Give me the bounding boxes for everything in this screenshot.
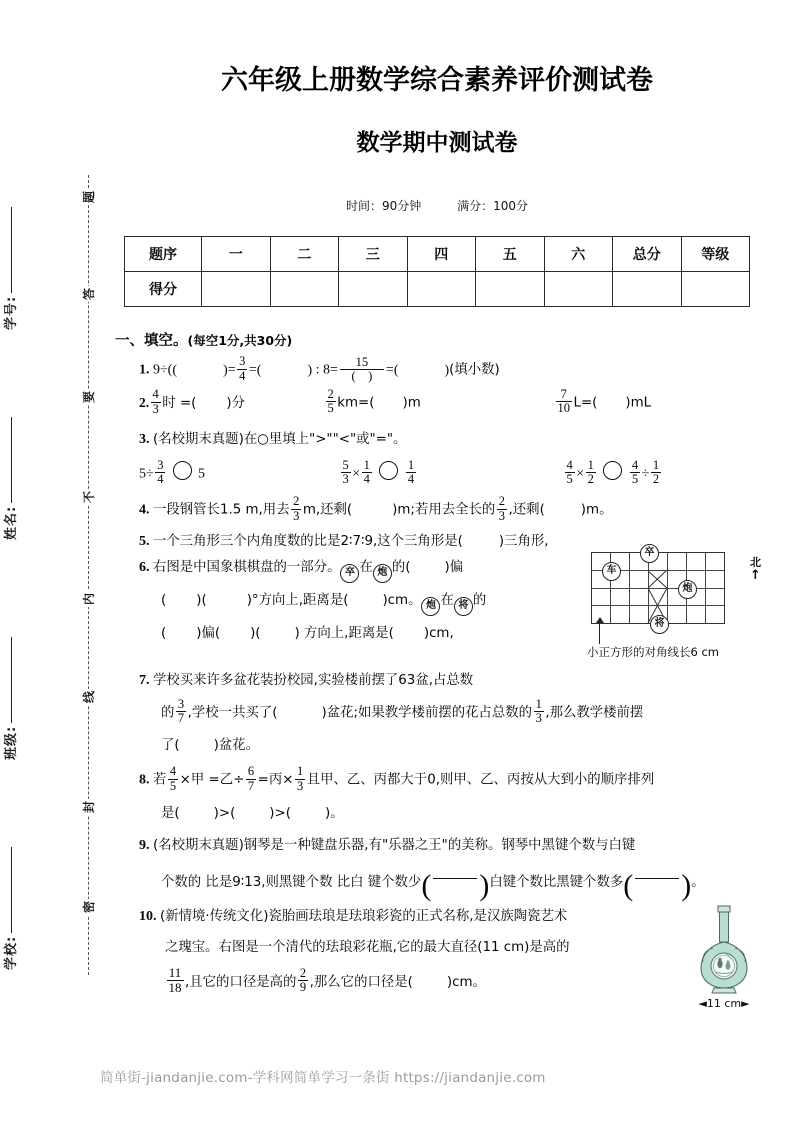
question-7-number: 7. <box>139 672 150 688</box>
margin-rule <box>11 847 12 933</box>
chess-diagram-caption: 小正方形的对角线长6 cm <box>587 644 719 659</box>
q3e1-left: 5÷ <box>139 466 154 481</box>
q9-line-1-text: (名校期末真题)钢琴是一种键盘乐器,有"乐器之王"的美称。钢琴中黑键个数与白键 <box>153 837 636 853</box>
score-cell[interactable] <box>681 272 750 307</box>
question-5-text: 一个三角形三个内角度数的比是2∶7∶9,这个三角形是( <box>153 533 463 549</box>
q7-l3-a: 了( <box>161 738 180 753</box>
numerator: 4 <box>631 457 639 472</box>
section-label: 一、填空。 <box>115 333 188 349</box>
table-row-score <box>125 272 750 307</box>
q2b-unit: km=( <box>337 395 375 410</box>
q8-b: ×甲 =乙÷ <box>179 772 245 788</box>
score-col-grade: 等级 <box>681 237 750 272</box>
q2a-unit: 时 =( <box>162 395 197 411</box>
table-row-header <box>125 237 750 272</box>
fraction-2-over-5 <box>326 388 336 416</box>
q6-l2-a: ( <box>161 592 167 608</box>
question-6-number: 6. <box>139 559 150 575</box>
denominator: 7 <box>247 778 255 793</box>
q3e1-right: 5 <box>197 466 205 481</box>
denominator: 2 <box>587 472 594 486</box>
exam-paper-body <box>113 0 761 1010</box>
q10-l3-c: )cm。 <box>446 974 486 990</box>
margin-label-school-text: 学校: <box>4 935 19 970</box>
seal-char: 密 <box>82 901 96 914</box>
numerator: 4 <box>169 764 177 778</box>
q6-l2-d: )cm。 <box>382 592 422 608</box>
seal-char: 封 <box>82 801 96 814</box>
q6-l3-b: )偏( <box>196 625 221 641</box>
numerator: 4 <box>566 457 573 472</box>
exam-duration: 时间：90分钟 <box>345 199 422 213</box>
chess-grid <box>591 546 725 629</box>
q8-g: )>( <box>269 805 291 821</box>
margin-label-name <box>0 417 19 540</box>
q9-l2-d: 。 <box>691 874 705 890</box>
margin-label-class-text: 班级: <box>4 725 19 760</box>
fraction-3-over-4 <box>155 459 165 487</box>
q2c-unit: L=( <box>573 395 598 410</box>
chess-piece-pao-inline-2: 炮 <box>421 597 440 616</box>
score-cell[interactable] <box>339 272 408 307</box>
numerator: 1 <box>363 457 370 472</box>
numerator: 2 <box>293 494 300 508</box>
q7-l2-d: ,那么教学楼前摆 <box>545 705 644 720</box>
question-1 <box>113 355 761 386</box>
q2b-tail: )m <box>402 395 421 410</box>
q4-text-2: m,还剩( <box>302 502 353 518</box>
chess-piece-pao: 炮 <box>678 580 697 599</box>
denominator: 4 <box>239 368 246 383</box>
dim-arrow-left-icon: ◄ <box>698 996 707 1010</box>
fraction-4-over-5-right <box>630 459 640 487</box>
score-table-rowlabel: 得分 <box>125 272 202 307</box>
denominator: 4 <box>407 472 415 486</box>
q6-l3-e: )cm, <box>423 625 454 641</box>
q6-l3-c: )( <box>250 625 261 641</box>
q9-l2-a: 个数的 比是9∶13, <box>161 874 266 890</box>
numerator: 6 <box>247 764 255 778</box>
question-9-line-1 <box>113 833 761 859</box>
denominator: 5 <box>169 778 177 793</box>
q8-a: 若 <box>153 772 167 788</box>
numerator: 1 <box>296 764 304 778</box>
numerator: 1 <box>407 457 415 472</box>
question-10-line-1 <box>113 904 691 930</box>
chess-piece-zu-inline: 卒 <box>340 564 359 583</box>
denominator: 7 <box>177 711 185 725</box>
margin-label-school <box>0 847 19 970</box>
numerator: 1 <box>587 457 594 472</box>
numerator: 3 <box>177 696 185 711</box>
score-table-rowlabel: 题序 <box>125 237 202 272</box>
answer-blank[interactable] <box>172 356 227 386</box>
numerator: 4 <box>152 387 159 401</box>
denominator: 18 <box>168 979 182 995</box>
seal-char: 内 <box>82 593 96 606</box>
fraction-1-over-2 <box>586 459 596 487</box>
score-col-3: 三 <box>339 237 408 272</box>
margin-rule <box>11 637 12 723</box>
section-heading-fill-in-blank <box>115 329 761 350</box>
q10-l3-a: ,且它的口径是高的 <box>185 974 297 990</box>
q7-l2-a: 的 <box>161 705 175 720</box>
chess-board-diagram <box>585 546 761 659</box>
q3-expression-1 <box>139 459 339 490</box>
seal-char: 线 <box>82 691 96 704</box>
question-7-line-2 <box>113 698 761 729</box>
fraction-4-over-3 <box>151 388 161 416</box>
question-3-expressions <box>139 459 761 490</box>
q2a-tail: )分 <box>226 395 246 411</box>
q6-l2-c: )°方向上,距离是( <box>246 592 349 608</box>
numerator: 7 <box>560 386 567 401</box>
score-cell[interactable] <box>270 272 339 307</box>
q8-c: =丙× <box>257 772 294 788</box>
q6-text-d: )偏 <box>444 559 464 575</box>
answer-blank[interactable] <box>257 356 312 386</box>
denominator: 4 <box>157 472 164 486</box>
q1-eq2: = <box>248 362 257 378</box>
score-col-4: 四 <box>407 237 476 272</box>
open-paren-large: ( <box>421 868 432 902</box>
answer-fraction-blank-1[interactable] <box>433 864 477 893</box>
numerator: 2 <box>327 386 334 401</box>
answer-blank[interactable] <box>394 356 449 386</box>
score-col-2: 二 <box>270 237 339 272</box>
denominator: 3 <box>296 778 304 793</box>
q10-l3-b: ,那么它的口径是( <box>309 974 413 990</box>
close-paren-large: ) <box>681 868 692 902</box>
question-7-line-3 <box>113 733 761 759</box>
vase-width-label: 11 cm <box>706 996 742 1010</box>
q1-ratio-8: : 8= <box>312 362 338 378</box>
fraction-2-over-3 <box>291 495 301 523</box>
north-arrow-icon: ↑ <box>750 567 761 583</box>
question-2-part-c <box>554 388 651 419</box>
answer-fraction-blank-2[interactable] <box>635 864 679 893</box>
fraction-15-over-blank[interactable] <box>340 356 384 385</box>
q6-text-b: 在 <box>359 559 373 575</box>
question-2-number: 2. <box>139 394 150 410</box>
question-6-line-3 <box>113 621 583 647</box>
margin-label-name-text: 姓名: <box>4 505 19 540</box>
question-8-number: 8. <box>139 772 150 788</box>
fraction-1-over-3-q8 <box>295 765 305 793</box>
question-3-text: (名校期末真题)在○里填上">""<"或"="。 <box>153 431 407 447</box>
denominator: 5 <box>327 401 334 415</box>
numerator: 3 <box>157 457 164 472</box>
q8-e: 是( <box>161 805 180 821</box>
q4-text-1: 一段钢管长1.5 m,用去 <box>153 502 290 518</box>
question-10-block <box>113 904 761 1010</box>
margin-label-student-id-text: 学号: <box>4 295 19 330</box>
q3-expression-3 <box>563 459 663 490</box>
north-indicator <box>750 554 761 582</box>
vase-width-dimension <box>691 997 757 1010</box>
question-2-part-b <box>324 388 554 419</box>
seal-char: 要 <box>82 391 96 404</box>
fraction-1-over-3 <box>534 698 544 726</box>
denominator: 5 <box>631 472 639 486</box>
denominator: 3 <box>342 472 349 486</box>
q3e2-op: × <box>352 466 361 481</box>
question-2 <box>113 388 761 419</box>
exam-total-score: 满分：100分 <box>457 199 528 213</box>
fraction-3-over-4 <box>237 355 247 383</box>
question-1-lead: 9÷( <box>153 362 173 378</box>
numerator: 11 <box>168 964 182 980</box>
q10-line-1-text: (新情境·传统文化)瓷胎画珐琅是珐琅彩瓷的正式名称,是汉族陶瓷艺术 <box>160 908 568 924</box>
question-9-line-2 <box>113 864 761 902</box>
chess-piece-ju: 车 <box>602 562 621 581</box>
numerator: 2 <box>299 965 307 980</box>
dim-arrow-right-icon: ► <box>741 996 750 1010</box>
q6-l2-f: 的 <box>472 592 487 608</box>
question-5 <box>113 530 761 554</box>
seal-char: 答 <box>82 288 96 301</box>
q7-l3-b: )盆花。 <box>213 738 260 753</box>
denominator: 2 <box>652 472 660 486</box>
score-cell[interactable] <box>202 272 271 307</box>
fraction-4-over-5 <box>565 459 575 487</box>
question-3 <box>113 425 761 455</box>
question-10-line-3 <box>113 966 691 999</box>
comparison-circle[interactable] <box>603 461 622 480</box>
vase-diagram <box>691 904 757 1010</box>
question-4-number: 4. <box>139 502 150 518</box>
chess-piece-zu: 卒 <box>640 544 659 563</box>
q7-line-1-text: 学校买来许多盆花装扮校园,实验楼前摆了63盆,占总数 <box>153 672 474 688</box>
numerator: 1 <box>652 457 660 472</box>
question-8-line-2 <box>113 801 761 827</box>
score-col-5: 五 <box>476 237 545 272</box>
q10-line-2-text: 之瑰宝。右图是一个清代的珐琅彩花瓶,它的最大直径(11 cm)是高的 <box>165 939 570 955</box>
question-6-line-1 <box>113 556 583 583</box>
score-cell[interactable] <box>476 272 545 307</box>
q4-text-5: )m。 <box>580 502 613 518</box>
q3e3-op: × <box>576 466 585 481</box>
numerator: 15 <box>355 354 369 369</box>
fraction-5-over-3 <box>341 459 351 487</box>
chess-piece-jiang-inline: 将 <box>454 597 473 616</box>
q1-eq3: = <box>385 362 394 378</box>
q6-text-a: 右图是中国象棋棋盘的一部分。 <box>153 559 341 575</box>
q7-l2-b: ,学校一共买了( <box>187 705 278 720</box>
score-cell[interactable] <box>544 272 613 307</box>
denominator: 10 <box>557 401 570 415</box>
score-cell[interactable] <box>407 272 476 307</box>
question-3-number: 3. <box>139 431 150 447</box>
margin-rule <box>11 417 12 503</box>
numerator: 1 <box>535 696 542 711</box>
exam-meta <box>113 197 761 214</box>
comparison-circle[interactable] <box>379 461 398 480</box>
question-7-line-1 <box>113 669 594 693</box>
denominator: 9 <box>299 980 307 995</box>
numerator: 3 <box>239 354 246 368</box>
q3e3-op2: ÷ <box>641 466 650 481</box>
numerator: 5 <box>342 457 349 472</box>
q6-l3-d: ) 方向上,距离是( <box>294 625 394 641</box>
q1-tail: (填小数) <box>449 362 500 378</box>
q4-text-4: ,还剩( <box>508 502 545 518</box>
numerator: 2 <box>498 494 506 508</box>
q8-h: )。 <box>324 805 344 821</box>
q4-text-3: )m;若用去全长的 <box>392 502 496 518</box>
question-1-number: 1. <box>139 362 150 378</box>
denominator: 5 <box>566 472 573 486</box>
q8-d: 且甲、乙、丙都大于0,则甲、乙、丙按从大到小的顺序排列 <box>306 772 655 788</box>
q6-l3-a: ( <box>161 625 167 641</box>
question-10-line-2 <box>113 935 691 961</box>
fraction-2-over-3-b <box>497 495 507 523</box>
comparison-circle[interactable] <box>173 461 192 480</box>
q6-l2-b: )( <box>196 592 207 608</box>
q6-l2-e: 在 <box>440 592 454 608</box>
q6-text-c: 的( <box>391 559 411 575</box>
margin-label-student-id <box>0 207 19 330</box>
chess-piece-pao-inline: 炮 <box>373 564 392 583</box>
north-label: 北 <box>750 555 761 569</box>
q7-l2-c: )盆花;如果教学楼前摆的花占总数的 <box>321 705 533 720</box>
score-col-6: 六 <box>544 237 613 272</box>
question-8-line-1 <box>113 765 761 796</box>
score-table <box>124 236 750 307</box>
close-paren-large: ) <box>479 868 490 902</box>
q3-expression-2 <box>339 459 563 490</box>
fraction-11-over-18 <box>167 966 184 995</box>
page-title: 六年级上册数学综合素养评价测试卷 <box>221 65 653 96</box>
denominator: 3 <box>498 508 506 523</box>
fraction-4-over-5-q8 <box>168 765 178 793</box>
score-cell[interactable] <box>613 272 682 307</box>
question-9-number: 9. <box>139 837 150 853</box>
open-paren-large: ( <box>623 868 634 902</box>
page-subtitle: 数学期中测试卷 <box>356 130 518 156</box>
fraction-2-over-9 <box>298 967 308 995</box>
denominator: 3 <box>293 508 300 523</box>
margin-label-class <box>0 637 19 760</box>
q1-eq1: = <box>227 362 236 378</box>
denominator-blank[interactable]: ( ) <box>351 369 373 384</box>
margin-rule <box>11 207 12 293</box>
denominator: 3 <box>535 711 542 725</box>
q9-l2-c: 白键个数比黑键个数多 <box>489 874 624 890</box>
fraction-1-over-4 <box>362 459 372 487</box>
chess-piece-jiang: 将 <box>650 615 669 634</box>
section-points: (每空1分,共30分) <box>187 333 293 348</box>
question-6-line-2 <box>113 588 583 616</box>
denominator: 4 <box>363 472 370 486</box>
fraction-1-over-2-right <box>651 459 661 487</box>
seal-char: 不 <box>82 491 96 504</box>
fraction-7-over-10 <box>556 388 573 416</box>
question-4 <box>113 495 761 526</box>
seal-char: 题 <box>82 191 96 204</box>
q8-f: )>( <box>213 805 236 821</box>
score-col-total: 总分 <box>613 237 682 272</box>
question-2-part-a <box>139 388 324 419</box>
fraction-6-over-7 <box>246 765 256 793</box>
score-col-1: 一 <box>202 237 271 272</box>
question-10-number: 10. <box>139 908 157 924</box>
fraction-1-over-4-right <box>406 459 416 487</box>
denominator: 3 <box>152 401 159 416</box>
q9-l2-b: 则黑键个数 比白 键个数少 <box>265 874 422 890</box>
watermark-footer: 简单街-jiandanjie.com-学科网简单学习一条街 https://jiandanjie.com <box>100 1070 546 1086</box>
left-margin-column <box>0 0 110 1121</box>
vase-illustration-icon <box>695 904 753 996</box>
question-5-tail: )三角形, <box>498 533 549 549</box>
caption-pointer-arrow-icon <box>599 622 600 644</box>
q2c-tail: )mL <box>625 395 652 410</box>
fraction-3-over-7 <box>176 698 186 726</box>
question-5-number: 5. <box>139 533 150 549</box>
question-6-block <box>113 546 761 659</box>
